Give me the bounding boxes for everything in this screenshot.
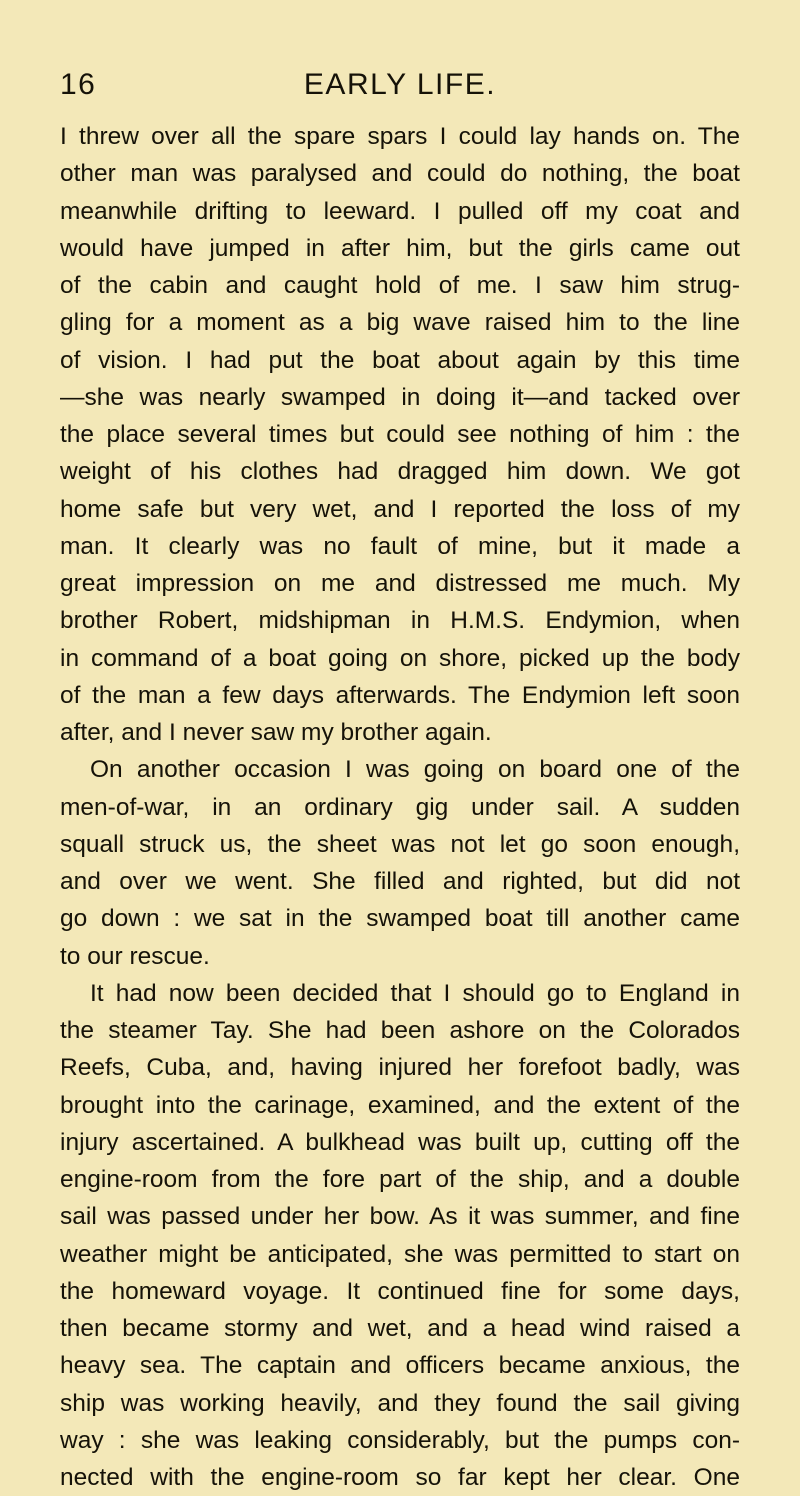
text-line: gling for a moment as a big wave raised him to the line (60, 309, 740, 337)
text-line: weather might be anticipated, she was permitted to start on (60, 1240, 740, 1268)
text-line: go down : we sat in the swamped boat till another came (60, 905, 740, 933)
text-line: I threw over all the spare spars I could lay hands on. The (60, 123, 740, 150)
text-line: then became stormy and wet, and a head wind raised a (60, 1315, 740, 1342)
text-line: squall struck us, the sheet was not let go soon enough, (60, 830, 740, 858)
text-line: and over we went. She filled and righted, but did not (60, 868, 740, 895)
running-title: EARLY LIFE. (303, 68, 497, 101)
text-line: brother Robert, midshipman in H.M.S. Endymion, when (60, 607, 740, 635)
text-line: the homeward voyage. It continued fine for some days, (60, 1277, 740, 1305)
text-line: of the man a few days afterwards. The Endymion left soon (60, 681, 740, 709)
body-text (60, 118, 740, 1496)
text-line: way : she was leaking considerably, but the pumps con- (60, 1426, 740, 1454)
text-line: the steamer Tay. She had been ashore on the Colorados (60, 1017, 740, 1044)
text-line: It had now been decided that I should go to England in (90, 979, 740, 1007)
text-line: engine-room from the fore part of the ship, and a double (60, 1166, 740, 1193)
text-line: meanwhile drifting to leeward. I pulled off my coat and (60, 197, 740, 225)
text-line: man. It clearly was no fault of mine, but it made a (60, 532, 740, 560)
page-number: 16 (60, 68, 97, 101)
text-line: would have jumped in after him, but the girls came out (60, 234, 740, 262)
text-line: to our rescue. (60, 942, 210, 970)
text-line: home safe but very wet, and I reported the loss of my (60, 495, 740, 523)
text-line: sail was passed under her bow. As it was summer, and fine (60, 1203, 740, 1231)
running-head (60, 60, 740, 106)
text-line: weight of his clothes had dragged him down. We got (60, 458, 740, 486)
text-line: On another occasion I was going on board one of the (90, 756, 740, 784)
text-line: of the cabin and caught hold of me. I saw him strug- (60, 272, 740, 299)
text-line: nected with the engine-room so far kept her clear. One (60, 1464, 740, 1491)
text-line: great impression on me and distressed me much. My (60, 570, 740, 597)
text-line: the place several times but could see nothing of him : the (60, 421, 740, 448)
text-line: in command of a boat going on shore, picked up the body (60, 644, 740, 672)
text-line: other man was paralysed and could do nothing, the boat (60, 160, 740, 188)
text-line: ship was working heavily, and they found the sail giving (60, 1389, 740, 1417)
text-line: of vision. I had put the boat about again by this time (60, 346, 740, 374)
text-line: men-of-war, in an ordinary gig under sail. A sudden (60, 793, 740, 821)
text-line: injury ascertained. A bulkhead was built up, cutting off the (60, 1128, 740, 1156)
text-line: Reefs, Cuba, and, having injured her forefoot badly, was (60, 1054, 740, 1082)
text-line: heavy sea. The captain and officers became anxious, the (60, 1352, 740, 1380)
text-line: —she was nearly swamped in doing it—and tacked over (60, 383, 740, 411)
text-line: brought into the carinage, examined, and the extent of the (60, 1091, 740, 1119)
text-line: after, and I never saw my brother again. (60, 719, 492, 746)
